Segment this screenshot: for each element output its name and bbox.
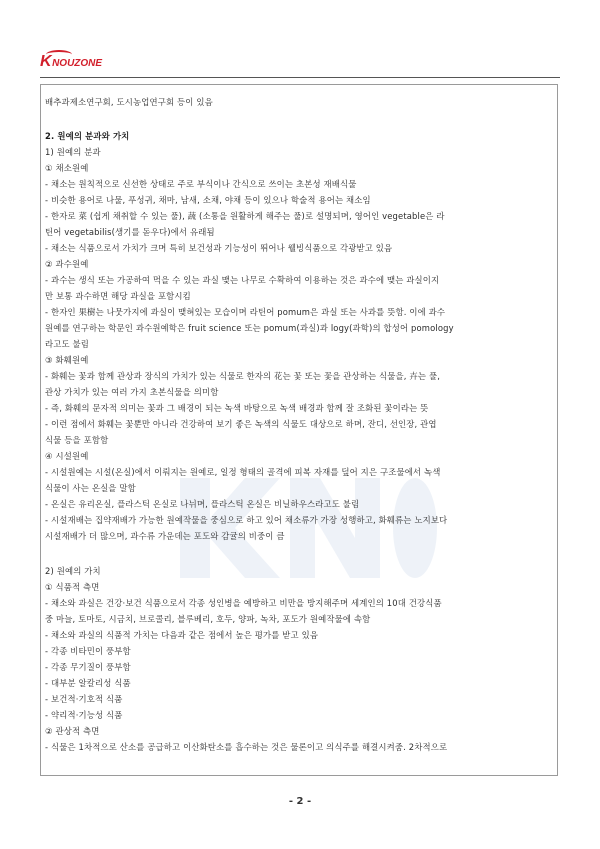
item-heading: ② 과수원예 [45, 259, 89, 269]
text-line: - 채소는 식품으로서 가치가 크며 특히 보건성과 기능성이 뛰어나 웰빙식품으로 각광받고 있음 [45, 243, 393, 253]
text-line: - 각종 무기질이 풍부함 [45, 662, 131, 672]
page-number: - 2 - [288, 796, 312, 807]
text-line: - 시설재배는 집약재배가 가능한 원예작물을 중심으로 하고 있어 채소류가 가장 성행하고, 화훼류는 노지보다 [45, 515, 448, 525]
text-line: - 화훼는 꽃과 함께 관상과 장식의 가치가 있는 식물로 한자의 花는 꽃 또는 꽃을 관상하는 식물을, 卉는 풀, [45, 371, 441, 381]
text-line: - 채소와 과실의 식품적 가치는 다음과 같은 점에서 높은 평가를 받고 있음 [45, 630, 319, 640]
text-line: - 채소와 과실은 건강·보건 식품으로서 각종 성인병을 예방하고 비만을 방지해주며 세계인의 10대 건강식품 [45, 598, 442, 608]
section-heading: 2. 원예의 분과와 가치 [45, 131, 130, 141]
text-line: - 이런 점에서 화훼는 꽃뿐만 아니라 건강하여 보기 좋은 녹색의 식물도 대상으로 하며, 잔디, 선인장, 관엽 [45, 419, 437, 429]
logo-text: NOUZONE [52, 58, 103, 69]
text-line: 틴어 vegetabilis(생기를 돋우다)에서 유래됨 [45, 227, 215, 237]
text-line: 중 마늘, 토마토, 시금치, 브로콜리, 블루베리, 호두, 양파, 녹차, 포도가 원예작물에 속함 [45, 614, 371, 624]
text-line: - 식물은 1차적으로 산소를 공급하고 이산화탄소를 흡수하는 것은 물론이고 의식주를 해결시켜줌. 2차적으로 [45, 742, 448, 752]
text-line: - 대부분 알칼리성 식품 [45, 678, 131, 688]
text-line: 식물이 사는 온실을 말함 [45, 483, 136, 493]
header-rule [40, 77, 560, 78]
text-line: - 각종 비타민이 풍부함 [45, 646, 131, 656]
text-line: 라고도 불림 [45, 339, 90, 349]
subsection-heading: 2) 원예의 가치 [45, 566, 101, 576]
item-heading: ③ 화훼원예 [45, 355, 89, 365]
text-line: - 비슷한 용어로 나물, 푸성귀, 채마, 남새, 소채, 야채 등이 있으나 학술적 용어는 채소임 [45, 195, 371, 205]
text-line: - 한자로 菜 (쉽게 채취할 수 있는 풀), 蔬 (소통을 원활하게 해주는 풀)로 설명되며, 영어인 vegetable은 라 [45, 211, 445, 221]
text-line: 관상 가치가 있는 여러 가지 초본식물을 의미함 [45, 387, 219, 397]
text-line: 배추과제소연구회, 도시농업연구회 등이 있음 [45, 97, 213, 107]
text-line: - 약리적·기능성 식품 [45, 710, 123, 720]
item-heading: ② 관상적 측면 [45, 726, 100, 736]
logo-swoosh-icon [46, 50, 72, 59]
text-line: 식물 등을 포함함 [45, 435, 109, 445]
text-line: 시설재배가 더 많으며, 과수류 가운데는 포도와 감귤의 비중이 큼 [45, 531, 285, 541]
text-line: 원예를 연구하는 학문인 과수원예학은 fruit science 또는 pomum(과실)과 logy(과학)의 합성어 pomology [45, 323, 454, 333]
text-line: - 한자인 果樹는 나뭇가지에 과실이 맺혀있는 모습이며 라틴어 pomum은 과실 또는 사과를 뜻함. 이에 과수 [45, 307, 446, 317]
text-line: - 즉, 화훼의 문자적 의미는 꽃과 그 배경이 되는 녹색 바탕으로 녹색 배경과 함께 잘 조화된 꽃이라는 뜻 [45, 403, 429, 413]
subsection-heading: 1) 원예의 분과 [45, 147, 101, 157]
item-heading: ① 식품적 측면 [45, 582, 100, 592]
text-line: - 보건적·기호적 식품 [45, 694, 123, 704]
text-line: - 시설원예는 시설(온실)에서 이뤄지는 원예로, 일정 형태의 골격에 피복 자재를 덮어 지은 구조물에서 녹색 [45, 467, 441, 477]
text-line: - 과수는 생식 또는 가공하여 먹을 수 있는 과실 맺는 나무로 수확하여 이용하는 것은 과수에 맺는 과실이지 [45, 275, 440, 285]
text-line: - 채소는 원칙적으로 신선한 상태로 주로 부식이나 간식으로 쓰이는 초본성 재배식물 [45, 179, 357, 189]
item-heading: ④ 시설원예 [45, 451, 89, 461]
text-line: - 온실은 유리온실, 플라스틱 온실로 나뉘며, 플라스틱 온실은 비닐하우스라고도 불림 [45, 499, 360, 509]
item-heading: ① 채소원예 [45, 163, 89, 173]
logo-letter: K [40, 53, 52, 70]
text-line: 만 보통 과수하면 해당 과실을 포함시킴 [45, 291, 191, 301]
logo [40, 54, 102, 70]
